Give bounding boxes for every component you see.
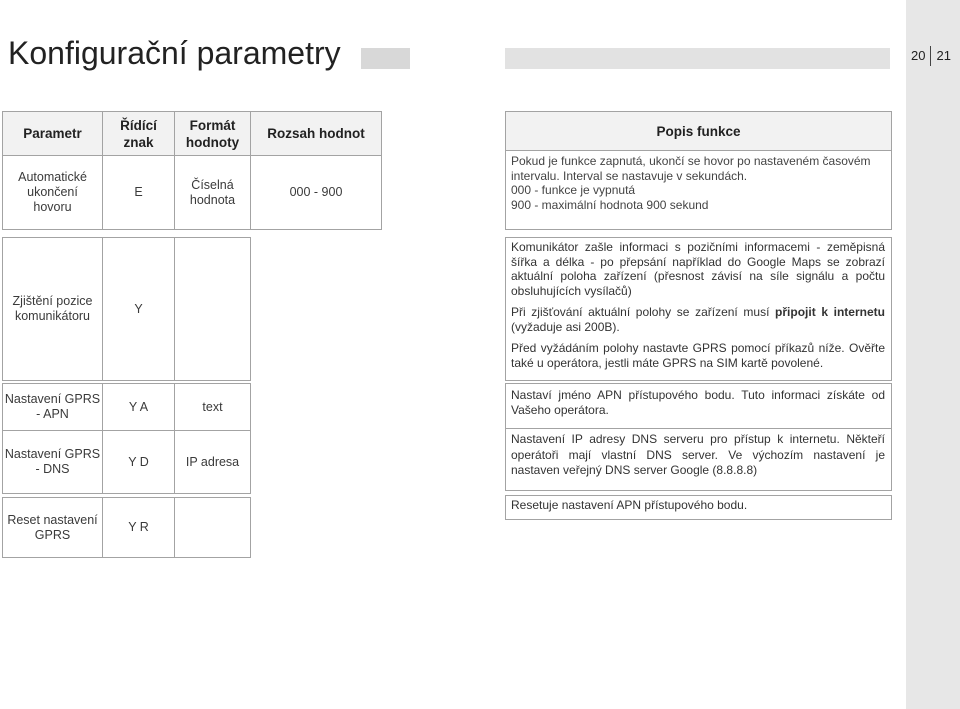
header-parametr	[2, 111, 103, 156]
control-char-cell	[102, 237, 175, 381]
param-name-line: ukončení	[27, 185, 78, 199]
value-format-cell	[174, 155, 251, 230]
param-name-line: - APN	[36, 407, 69, 421]
param-cell-gprs-dns	[2, 430, 103, 494]
description-line	[511, 305, 885, 320]
header-ridici-znak	[102, 111, 175, 156]
control-char-cell	[102, 383, 175, 431]
page-number-right: 21	[936, 48, 951, 63]
header-rozsah-hodnot	[250, 111, 382, 156]
param-cell-position	[2, 237, 103, 381]
header-format-hodnoty	[174, 111, 251, 156]
description-gprs-reset	[505, 495, 892, 520]
description-position	[505, 237, 892, 381]
description-paragraph	[511, 154, 885, 212]
description-gprs-dns	[505, 428, 892, 491]
title-decor-bar-right	[505, 48, 890, 69]
description-paragraph	[511, 432, 885, 479]
control-char: Y A	[128, 399, 149, 414]
param-cell-auto-hangup	[2, 155, 103, 230]
description-paragraph	[511, 341, 885, 370]
description-line: nastaven veřejný DNS server Google (8.8.8.8)	[511, 463, 758, 477]
control-char-cell	[102, 497, 175, 558]
description-line: Před vyžádáním polohy nastavte GPRS pomocí příkazů níže. Ověřte	[511, 341, 885, 355]
control-char: Y	[134, 301, 143, 316]
value-range-cell	[250, 155, 382, 230]
description-line: aktuální poloha zařízení (přesnost závisí na síle signálu a počtu	[511, 269, 885, 283]
control-char: E	[134, 185, 143, 199]
header-parametr-label: Parametr	[23, 126, 82, 141]
header-format-label-line: hodnoty	[185, 134, 240, 150]
page-numbers	[911, 46, 951, 66]
value-range: 000 - 900	[289, 185, 343, 199]
description-gprs-apn	[505, 383, 892, 429]
description-paragraph	[511, 498, 885, 513]
description-line: 000 - funkce je vypnutá	[511, 183, 636, 197]
description-line: intervalu. Interval se nastavuje v sekundách.	[511, 168, 748, 183]
description-line: Nastaví jméno APN přístupového bodu. Tuto informaci získáte od	[511, 388, 885, 402]
control-char-cell	[102, 155, 175, 230]
description-line: operátoři mají vlastní DNS server. Ve výchozím nastavení je	[511, 447, 885, 462]
header-ridici-znak-label-line: znak	[123, 134, 154, 150]
value-format-cell	[174, 430, 251, 494]
description-line: Resetuje nastavení APN přístupového bodu.	[511, 498, 748, 512]
param-name-line: Nastavení GPRS	[4, 392, 101, 406]
param-name-line: Zjištění pozice	[12, 294, 93, 308]
description-line: Nastavení IP adresy DNS serveru pro přístup k internetu. Někteří	[511, 432, 885, 446]
control-char-cell	[102, 430, 175, 494]
value-format-line: IP adresa	[185, 454, 240, 469]
description-line: Pokud je funkce zapnutá, ukončí se hovor po nastaveném časovém	[511, 154, 871, 168]
control-char: Y R	[128, 520, 149, 534]
description-auto-hangup	[505, 150, 892, 230]
page-number-left: 20	[911, 46, 931, 66]
title-decor-bar-left	[361, 48, 410, 69]
page-side-strip	[906, 0, 960, 709]
value-format-cell	[174, 383, 251, 431]
page-title: Konfigurační parametry	[8, 35, 341, 71]
description-paragraph	[511, 388, 885, 417]
description-line: 900 - maximální hodnota 900 sekund	[511, 197, 709, 212]
description-line: (vyžaduje asi 200B).	[511, 319, 620, 334]
header-popis-funkce	[505, 111, 892, 151]
description-paragraph	[511, 240, 885, 298]
param-name-line: hovoru	[33, 200, 72, 214]
param-name-line: - DNS	[35, 462, 70, 476]
header-ridici-znak-label-line: Řídící	[120, 117, 157, 133]
param-name-line: Nastavení GPRS	[4, 447, 101, 461]
description-line-bold: připojit k internetu	[775, 305, 885, 319]
value-format-cell-empty	[174, 497, 251, 558]
header-popis-label: Popis funkce	[656, 123, 741, 139]
param-name-line: komunikátoru	[14, 309, 91, 323]
control-char: Y D	[128, 454, 149, 469]
description-line: Vašeho operátora.	[511, 402, 609, 417]
value-format-line: hodnota	[189, 192, 236, 207]
param-name-line: Reset nastavení	[7, 512, 98, 527]
param-name-line: GPRS	[34, 527, 71, 542]
param-cell-gprs-apn	[2, 383, 103, 431]
value-format-cell-empty	[174, 237, 251, 381]
header-rozsah-label: Rozsah hodnot	[267, 126, 365, 141]
description-line: Komunikátor zašle informaci s pozičními informacemi - zeměpisná	[511, 240, 885, 254]
value-format-line: text	[202, 399, 223, 414]
description-paragraph	[511, 305, 885, 334]
header-format-label-line: Formát	[189, 117, 236, 133]
description-line-text: Při zjišťování aktuální polohy se zařízení musí	[511, 305, 770, 319]
description-line: obsluhujících vysílačů)	[511, 283, 632, 298]
description-line: šířka a délka - po přepsání například do Google Maps se zobrazí	[511, 254, 885, 269]
description-line: také u operátora, jestli máte GPRS na SIM kartě povolené.	[511, 355, 824, 370]
param-cell-gprs-reset	[2, 497, 103, 558]
param-name-line: Automatické	[18, 170, 87, 184]
value-format-line: Číselná	[191, 177, 234, 192]
